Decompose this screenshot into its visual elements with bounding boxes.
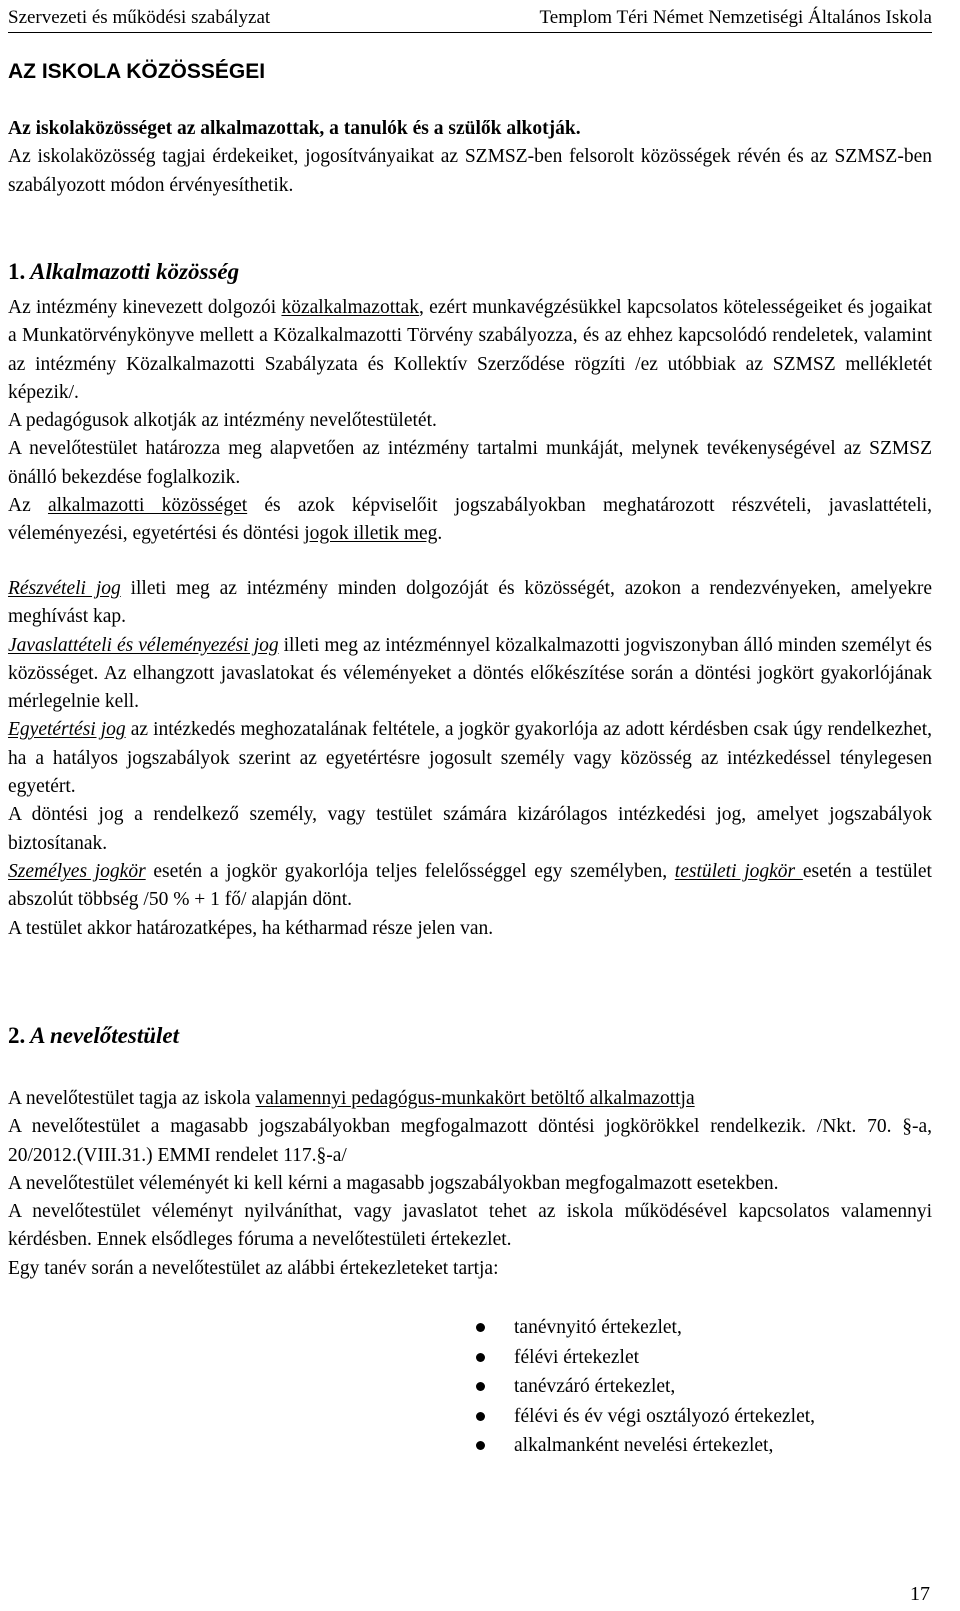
s1-p9-term-1: Személyes jogkör	[8, 860, 146, 882]
s1-p9-text: esetén a jogkör gyakorlója teljes felelősséggel egy személyben,	[145, 860, 675, 882]
s2-paragraph-2: A nevelőtestület a magasabb jogszabályokban megfogalmazott döntési jogkörökkel rendelkezik. /Nkt. 70. §-a, 20/2012.(VIII.31.) EMMI rendelet 117.§-a/	[8, 1116, 932, 1166]
s1-p4-underlined-1: alkalmazotti közösséget	[47, 495, 248, 517]
list-item: tanévzáró értekezlet,	[476, 1372, 815, 1402]
intro-bold-line: Az iskolaközösséget az alkalmazottak, a tanulók és a szülők alkotják.	[8, 118, 581, 139]
s1-p1-underlined: közalkalmazottak	[281, 297, 419, 318]
s2-p1-underlined: valamennyi pedagógus-munkakört betöltő alkalmazottja	[255, 1088, 695, 1109]
section-1-number: 1.	[8, 259, 26, 284]
s1-p7-text: az intézkedés meghozatalának feltétele, a jogkör gyakorlója az adott kérdésben csak úgy rendelkezhet, ha a hatályos jogszabályok szerint az egyetértésre jogosult személy vagy közösség az intézkedéssel ténylegesen egyetért.	[8, 719, 932, 798]
s1-p9-text-rest: esetén a testület abszolút többség /50 % + 1 fő/ alapján dönt.	[8, 860, 932, 911]
section-2-title: A nevelőtestület	[30, 1023, 180, 1048]
s1-p4-text-end: .	[437, 523, 443, 545]
intro-text: Az iskolaközösség tagjai érdekeiket, jogosítványaikat az SZMSZ-ben felsorolt közösségek révén és az SZMSZ-ben szabályozott módon érvényesíthetik.	[8, 146, 932, 196]
s1-p1-text-rest: , ezért munkavégzésükkel kapcsolatos kötelességeiket és jogaikat a Munkatörvénykönyve mellett a Közalkalmazotti Törvény szabályozza, és az ehhez kapcsolódó rendeletek, valamint az intézmény Közalkalmazotti Szabályzata és Kollektív Szerződése rögzíti /ez utóbbiak az SZMSZ mellékletét képezik/.	[8, 297, 932, 403]
s1-paragraph-8: A döntési jog a rendelkező személy, vagy testület számára kizárólagos intézkedési jog, amelyet jogszabályok biztosítanak.	[8, 804, 932, 854]
s2-paragraph-5: Egy tanév során a nevelőtestület az alábbi értekezleteket tartja:	[8, 1257, 499, 1279]
section-2-heading	[8, 1022, 179, 1050]
s1-p5-text: illeti meg az intézmény minden dolgozóját és közösségét, azokon a rendezvényeken, amelyekre meghívást kap.	[8, 578, 932, 628]
s2-paragraph-4: A nevelőtestület véleményt nyilváníthat, vagy javaslatot tehet az iskola működésével kapcsolatos valamennyi kérdésben. Ennek elsődleges fóruma a nevelőtestületi értekezlet.	[8, 1201, 932, 1251]
s1-paragraph-9	[8, 858, 932, 915]
meeting-list	[476, 1313, 815, 1461]
s1-p6-term: Javaslattételi és véleményezési jog	[8, 634, 279, 656]
section-1-heading	[8, 258, 239, 286]
list-item: alkalmanként nevelési értekezlet,	[476, 1431, 815, 1461]
s1-paragraph-1	[8, 294, 932, 407]
s2-p1-text: A nevelőtestület tagja az iskola	[8, 1088, 256, 1109]
header-school-name: Templom Téri Német Nemzetiségi Általános Iskola	[539, 7, 932, 28]
header-document-title: Szervezeti és működési szabályzat	[8, 7, 271, 28]
s1-paragraph-6	[8, 632, 932, 717]
section-2-number: 2.	[8, 1023, 26, 1048]
s2-paragraph-1	[8, 1085, 932, 1113]
s1-paragraph-2: A pedagógusok alkotják az intézmény nevelőtestületét.	[8, 410, 437, 432]
list-item: félévi és év végi osztályozó értekezlet,	[476, 1402, 815, 1432]
section-2-body	[8, 1085, 932, 1283]
s1-paragraph-10: A testület akkor határozatképes, ha kétharmad része jelen van.	[8, 917, 494, 939]
s2-paragraph-3: A nevelőtestület véleményét ki kell kérni a magasabb jogszabályokban megfogalmazott esetekben.	[8, 1172, 779, 1194]
s1-paragraph-4	[8, 492, 932, 549]
s1-p4-text: Az	[8, 495, 48, 517]
s1-p9-term-2: testületi jogkör	[674, 860, 803, 882]
s1-p6-text: illeti meg az intézménnyel közalkalmazotti jogviszonyban álló minden személyt és közösséget. Az elhangzott javaslatokat és véleményeket a döntés előkészítése során a döntési jogkört gyakorlójának mérlegelnie kell.	[8, 634, 932, 713]
s1-p7-term: Egyetértési jog	[8, 719, 126, 741]
s1-paragraph-7	[8, 716, 932, 801]
section-1-title: Alkalmazotti közösség	[30, 259, 240, 284]
s1-p1-text: Az intézmény kinevezett dolgozói	[8, 297, 282, 318]
section-1-body-b	[8, 575, 932, 943]
s1-p5-term: Részvételi jog	[8, 578, 121, 599]
s1-p4-text-mid: és azok képviselőit jogszabályokban meghatározott részvételi, javaslattételi, véleményezési, egyetértési és döntési	[8, 495, 932, 545]
s1-paragraph-5	[8, 575, 932, 632]
list-item: félévi értekezlet	[476, 1343, 815, 1373]
s1-paragraph-3: A nevelőtestület határozza meg alapvetően az intézmény tartalmi munkáját, melynek tevékenységével az SZMSZ önálló bekezdése foglalkozik.	[8, 438, 932, 488]
page-number: 17	[910, 1583, 930, 1605]
section-title: AZ ISKOLA KÖZÖSSÉGEI	[8, 60, 266, 83]
intro-block	[8, 115, 932, 200]
s1-p4-underlined-2: jogok illetik meg	[304, 523, 438, 545]
running-header	[8, 8, 932, 33]
list-item: tanévnyitó értekezlet,	[476, 1313, 815, 1343]
section-1-body-a	[8, 294, 932, 549]
